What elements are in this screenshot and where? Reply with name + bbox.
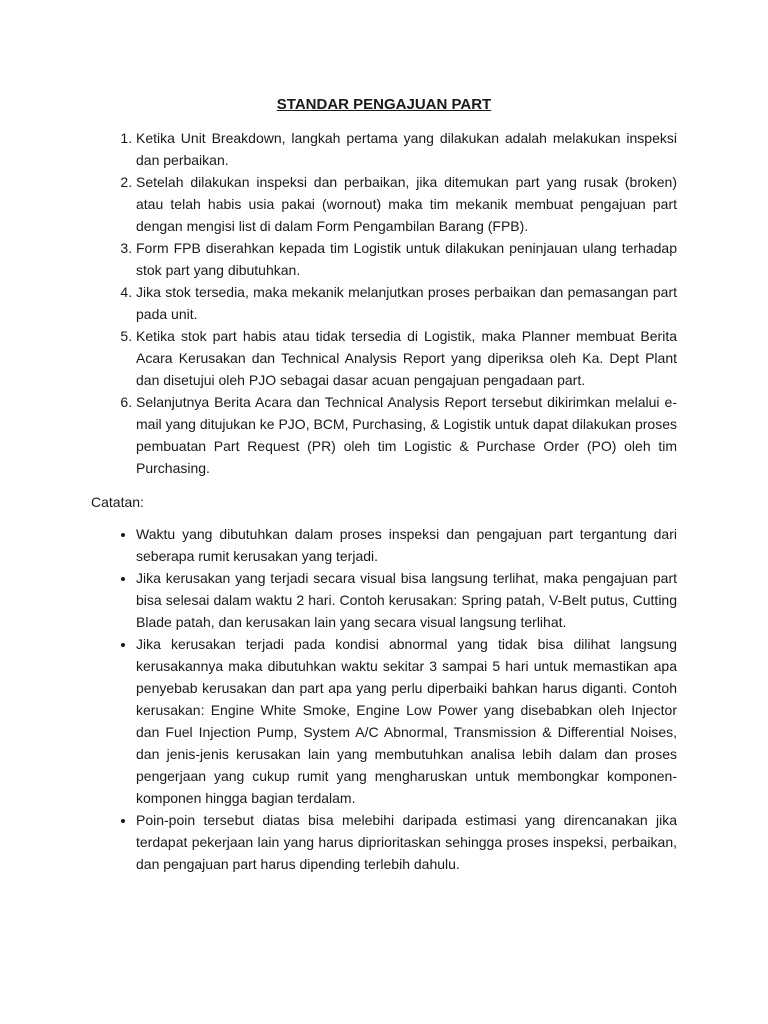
- steps-list: [91, 127, 677, 479]
- step-item-1: 1. Ketika Unit Breakdown, langkah pertama yang dilakukan adalah melakukan inspeksi dan perbaikan.: [136, 127, 677, 171]
- document-title: STANDAR PENGAJUAN PART: [276, 96, 492, 113]
- step-item-4: 4. Jika stok tersedia, maka mekanik melanjutkan proses perbaikan dan pemasangan part pada unit.: [136, 281, 677, 325]
- note-item-1: • Waktu yang dibutuhkan dalam proses inspeksi dan pengajuan part tergantung dari seberapa rumit kerusakan yang terjadi.: [136, 523, 677, 567]
- step-item-6: 6. Selanjutnya Berita Acara dan Technical Analysis Report tersebut dikirimkan melalui e-mail yang ditujukan ke PJO, BCM, Purchasing, & Logistik untuk dapat dilakukan proses pembuatan Part Request (PR) oleh tim Logistic & Purchase Order (PO) oleh tim Purchasing.: [136, 391, 677, 479]
- notes-list: [91, 523, 677, 875]
- note-item-2: • Jika kerusakan yang terjadi secara visual bisa langsung terlihat, maka pengajuan part bisa selesai dalam waktu 2 hari. Contoh kerusakan: Spring patah, V-Belt putus, Cutting Blade patah, dan kerusakan lain yang secara visual langsung terlihat.: [136, 567, 677, 633]
- step-item-3: 3. Form FPB diserahkan kepada tim Logistik untuk dilakukan peninjauan ulang terhadap stok part yang dibutuhkan.: [136, 237, 677, 281]
- note-item-4: • Poin-poin tersebut diatas bisa melebihi daripada estimasi yang direncanakan jika terdapat pekerjaan lain yang harus diprioritaskan sehingga proses inspeksi, perbaikan, dan pengajuan part harus dipending terlebih dahulu.: [136, 809, 677, 875]
- note-item-3: • Jika kerusakan terjadi pada kondisi abnormal yang tidak bisa dilihat langsung kerusakannya maka dibutuhkan waktu sekitar 3 sampai 5 hari untuk memastikan apa penyebab kerusakan dan part apa yang perlu diperbaiki bahkan harus diganti. Contoh kerusakan: Engine White Smoke, Engine Low Power yang disebabkan oleh Injector dan Fuel Injection Pump, System A/C Abnormal, Transmission & Differential Noises, dan jenis-jenis kerusakan lain yang membutuhkan analisa lebih dalam dan proses pengerjaan yang cukup rumit yang mengharuskan untuk membongkar komponen-komponen hingga bagian terdalam.: [136, 633, 677, 809]
- step-item-2: 2. Setelah dilakukan inspeksi dan perbaikan, jika ditemukan part yang rusak (broken) atau telah habis usia pakai (wornout) maka tim mekanik membuat pengajuan part dengan mengisi list di dalam Form Pengambilan Barang (FPB).: [136, 171, 677, 237]
- step-item-5: 5. Ketika stok part habis atau tidak tersedia di Logistik, maka Planner membuat Berita Acara Kerusakan dan Technical Analysis Report yang diperiksa oleh Ka. Dept Plant dan disetujui oleh PJO sebagai dasar acuan pengajuan pengadaan part.: [136, 325, 677, 391]
- notes-label: Catatan:: [91, 494, 144, 510]
